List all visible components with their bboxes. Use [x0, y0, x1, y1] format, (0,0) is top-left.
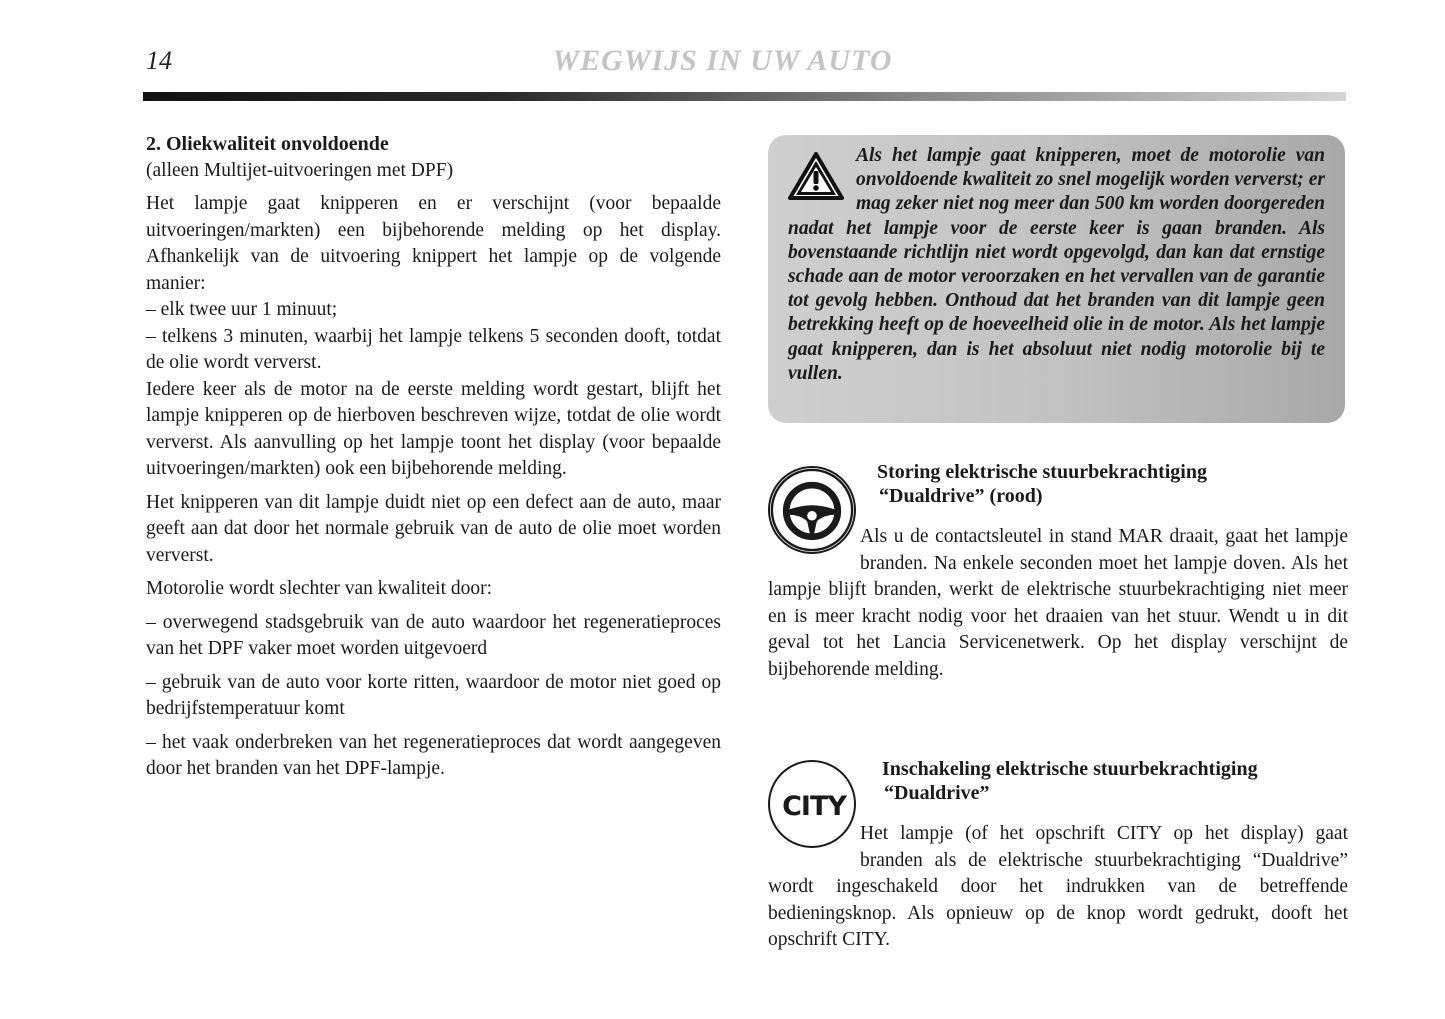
list-item: – gebruik van de auto voor korte ritten, waardoor de motor niet goed op bedrijfstemperatuur komt	[146, 671, 721, 719]
section-steering-fault	[768, 460, 1348, 690]
left-column	[146, 131, 721, 790]
paragraph: Het knipperen van dit lampje duidt niet op een defect aan de auto, maar geeft aan dat door het normale gebruik van de auto de olie moet worden ververst.	[146, 491, 721, 566]
header-rule	[143, 92, 1346, 101]
list-item: – het vaak onderbreken van het regeneratieproces dat wordt aangegeven door het branden van het DPF-lampje.	[146, 731, 721, 779]
paragraph: Motorolie wordt slechter van kwaliteit door:	[146, 578, 493, 599]
warning-text: Als het lampje gaat knipperen, moet de motorolie van onvoldoende kwaliteit zo snel mogelijk worden ververst; er mag zeker niet nog meer dan 500 km worden doorgereden nadat het lampje voor de eerste keer is gaan branden. Als bovenstaande richtlijn niet wordt opgevolgd, dan kan dat ernstige schade aan de motor veroorzaken en het vervallen van de garantie tot gevolg hebben. Onthoud dat het branden van dit lampje geen betrekking heeft op de hoeveelheid olie in de motor. Als het lampje gaat knipperen, dan is het absoluut niet nodig motorolie bij te vullen.	[788, 145, 1325, 384]
paragraph: Iedere keer als de motor na de eerste melding wordt gestart, blijft het lampje knipperen op de hierboven beschreven wijze, totdat de olie wordt ververst. Als aanvulling op het lampje toont het display (voor bepaalde uitvoeringen/markten) ook een bijbehorende melding.	[146, 378, 721, 479]
section-title: Inschakeling elektrische stuurbekrachtiging “Dualdrive”	[882, 758, 1258, 804]
section-title: Storing elektrische stuurbekrachtiging “Dualdrive” (rood)	[877, 461, 1207, 507]
page-title: WEGWIJS IN UW AUTO	[552, 44, 893, 77]
section-city	[768, 756, 1348, 996]
paragraph: Het lampje gaat knipperen en er verschijnt (voor bepaalde uitvoeringen/markten) een bijbehorende melding op het display. Afhankelijk van de uitvoering knippert het lampje op de volgende manier:	[146, 193, 721, 294]
section-body: Het lampje (of het opschrift CITY op het display) gaat branden als de elektrische stuurbekrachtiging “Dualdrive” wordt ingeschakeld door het indrukken van de betreffende bedieningsknop. Als opnieuw op de knop wordt gedrukt, dooft het opschrift CITY.	[768, 823, 1348, 950]
page-number: 14	[146, 46, 172, 75]
list-item: – overwegend stadsgebruik van de auto waardoor het regeneratieproces van het DPF vaker moet worden uitgevoerd	[146, 611, 721, 659]
list-item: – elk twee uur 1 minuut;	[146, 299, 338, 320]
city-icon-label: CITY	[782, 790, 846, 822]
section-body: Als u de contactsleutel in stand MAR draait, gaat het lampje branden. Na enkele seconden moet het lampje doven. Als het lampje blijft branden, werkt de elektrische stuurbekrachtiging niet meer en is meer kracht nodig voor het draaien van het stuur. Wendt u in dit geval tot het Lancia Servicenetwerk. Op het display verschijnt de bijbehorende melding.	[768, 526, 1348, 680]
warning-box	[768, 135, 1345, 423]
section-heading: 2. Oliekwaliteit onvoldoende	[146, 133, 389, 155]
section-subheading: (alleen Multijet-uitvoeringen met DPF)	[146, 159, 454, 181]
list-item: – telkens 3 minuten, waarbij het lampje telkens 5 seconden dooft, totdat de olie wordt ververst.	[146, 325, 721, 373]
